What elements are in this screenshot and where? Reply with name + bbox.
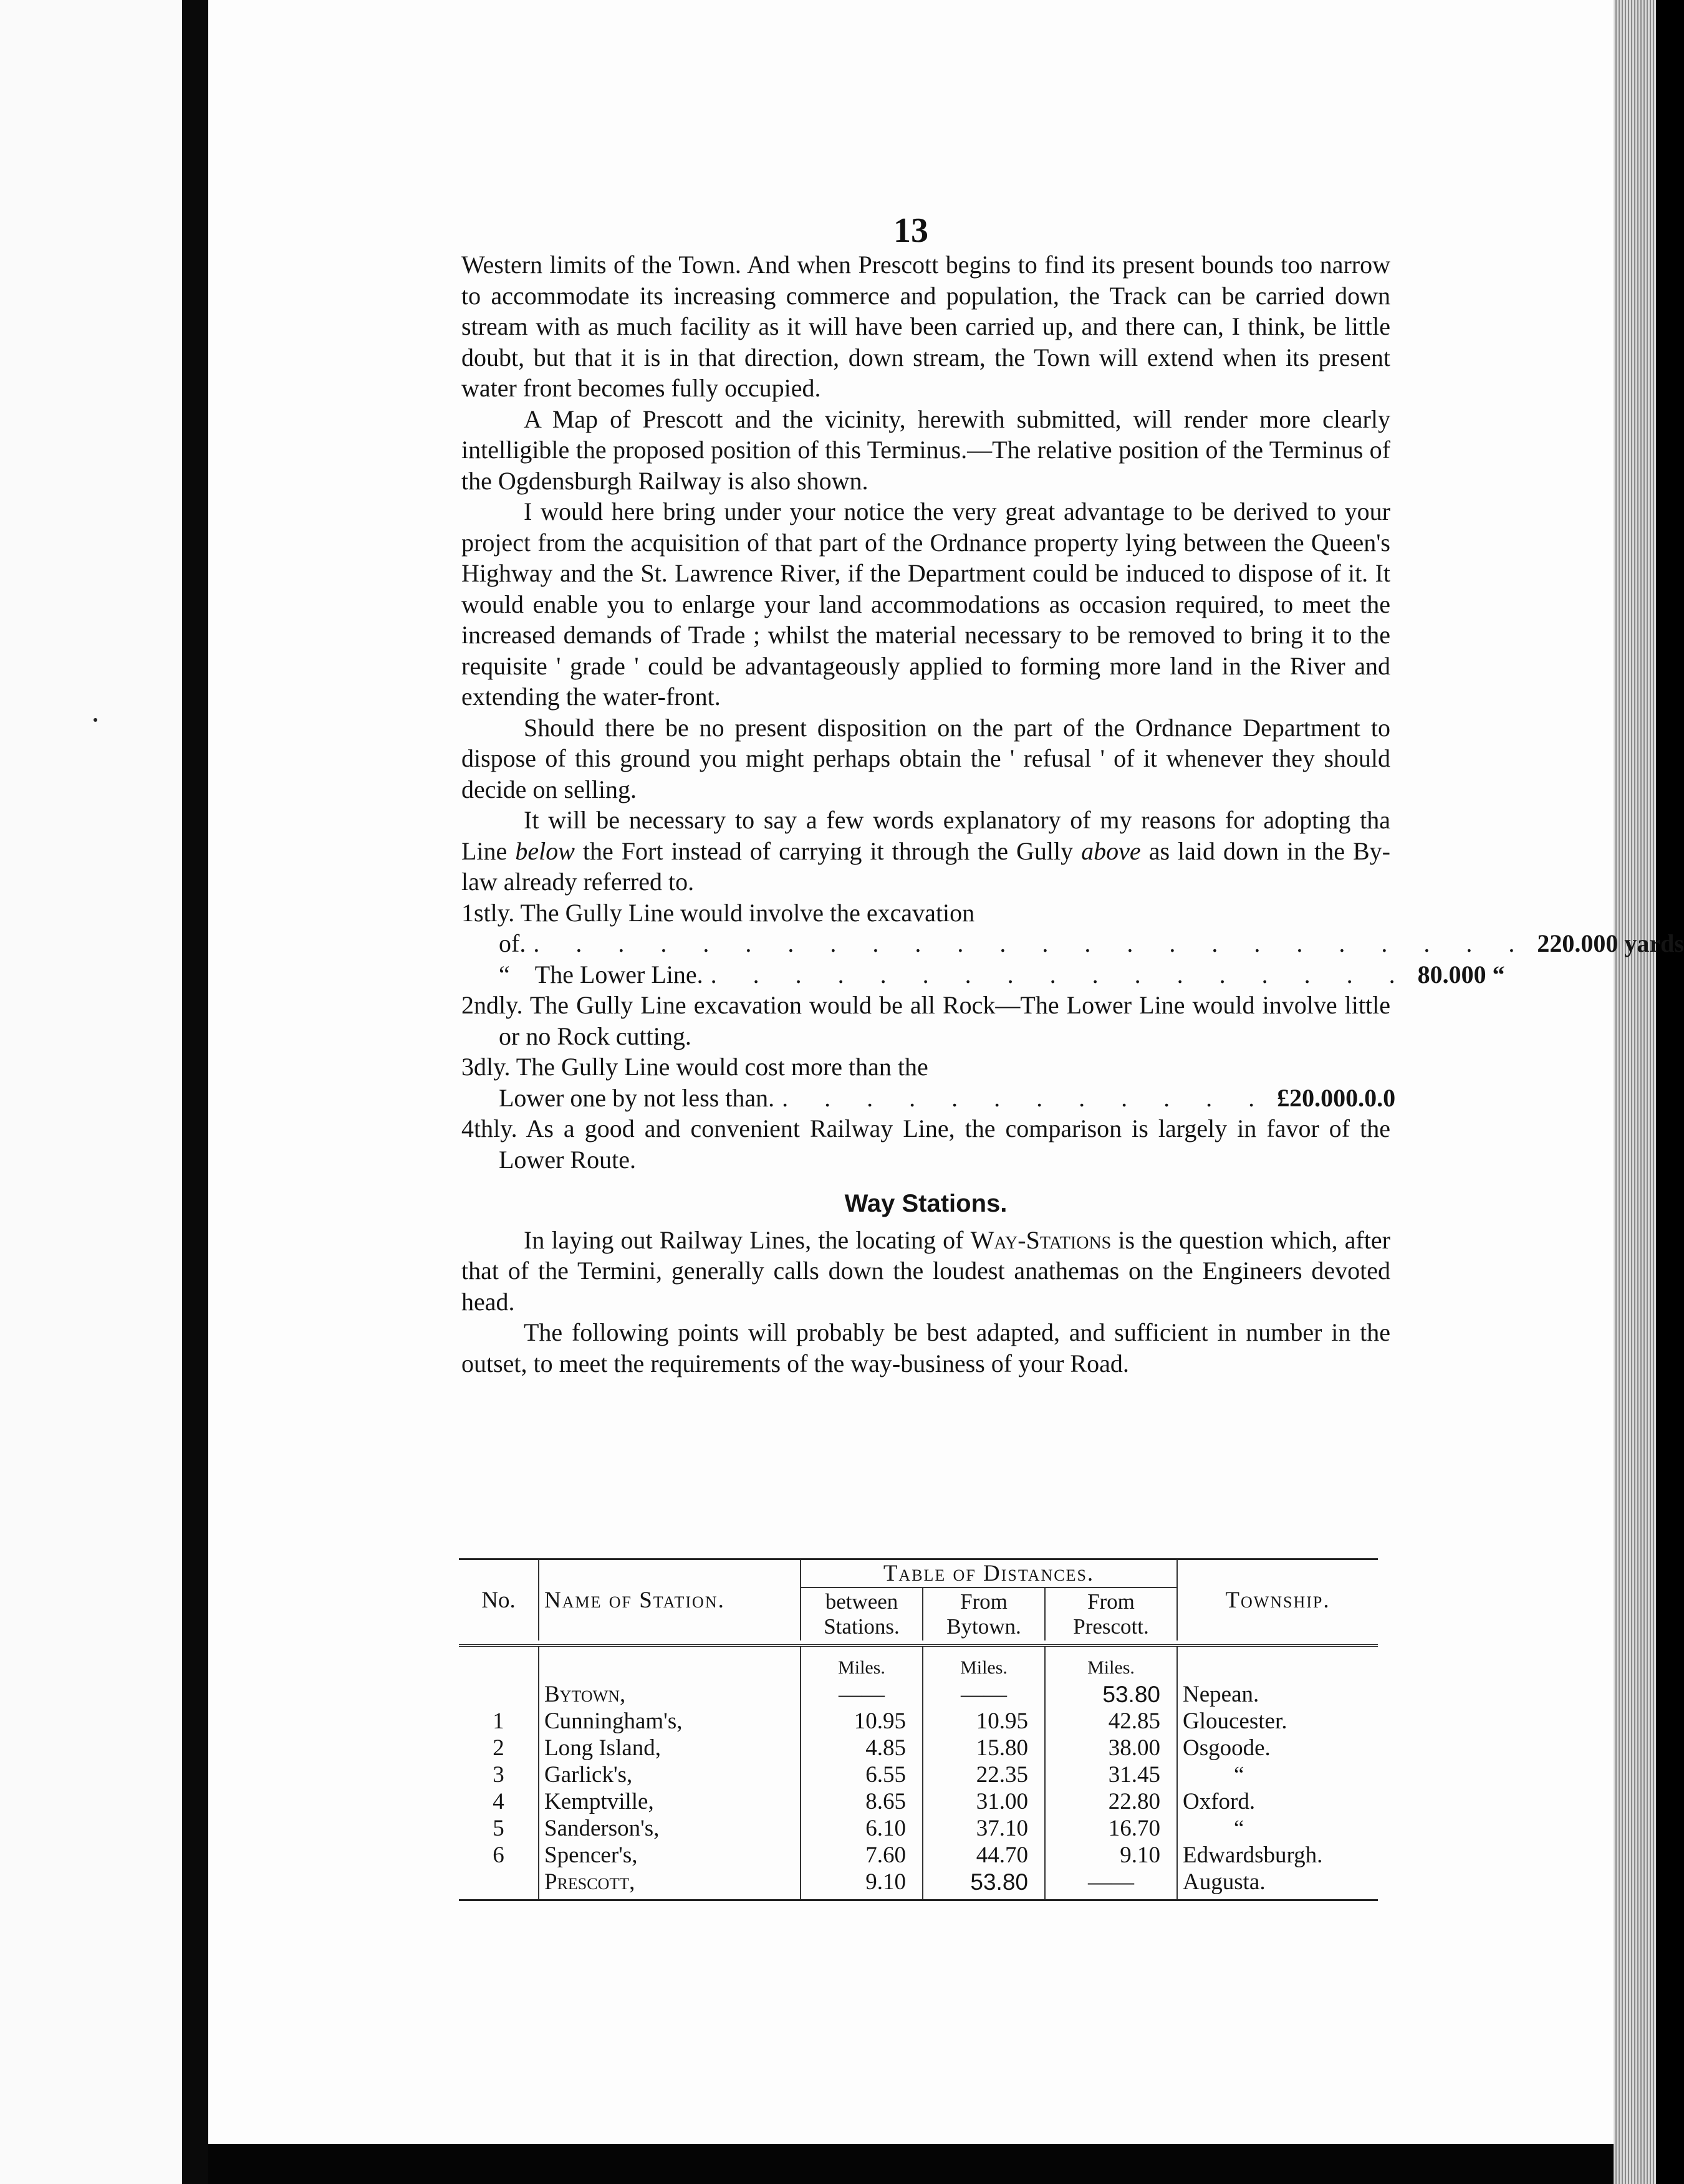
way-stations-paragraph-1: [461, 1225, 1390, 1318]
header-no: No.: [459, 1560, 539, 1640]
distance-between: ——: [801, 1681, 923, 1708]
distance-from-prescott: 22.80: [1045, 1788, 1177, 1815]
header-between: [801, 1588, 923, 1640]
way-stations-term: Way-Stations: [970, 1225, 1112, 1254]
left-page-edge: [0, 0, 182, 2184]
paragraph-4: Should there be no present disposition on the part of the Ordnance Department to dispose of this ground you might perhaps obtain the ' refusal ' of it whenever they should decide on selling.: [461, 713, 1390, 803]
distance-between: 9.10: [801, 1869, 923, 1900]
leader-dots: . . . . . . . . . . . .: [782, 1083, 1270, 1112]
reason-3: 3dly. The Gully Line would cost more than the: [461, 1053, 928, 1081]
township: Augusta.: [1177, 1869, 1378, 1900]
station-name: Kemptville,: [539, 1788, 801, 1815]
header-between-line1: between: [825, 1589, 898, 1614]
station-name: Long Island,: [539, 1735, 801, 1761]
reasons-intro-below: below: [515, 836, 575, 865]
distance-from-bytown: 37.10: [923, 1815, 1045, 1842]
distance-between: 6.55: [801, 1761, 923, 1788]
distance-from-bytown: 53.80: [923, 1869, 1045, 1900]
station-name: Sanderson's,: [539, 1815, 801, 1842]
reason-3-label: Lower one by not less than.: [499, 1083, 775, 1112]
table-row: [459, 1708, 1378, 1735]
distance-from-bytown: 15.80: [923, 1735, 1045, 1761]
reason-4: 4thly. As a good and convenient Railway Line, the comparison is largely in favor of the Lower Route.: [461, 1114, 1390, 1174]
distance-from-bytown: 10.95: [923, 1708, 1045, 1735]
paragraph-3: I would here bring under your notice the very great advantage to be derived to your project from the acquisition of that part of the Ordnance property lying between the Queen's Highway and the St. Lawrence River, if the Department could be induced to dispose of it. It would enable you to enlarge your land accommodations as occasion required, to meet the increased demands of Trade ; whilst the material necessary to be removed to bring it to the requisite ' grade ' could be advantageously applied to forming more land in the River and extending the water-front.: [461, 497, 1390, 711]
reason-1-value: 220.000 yards: [1537, 929, 1684, 957]
table-row: [459, 1869, 1378, 1900]
reason-1-value-row: [461, 928, 1684, 959]
header-from-bytown: [923, 1588, 1045, 1640]
reasons-intro-part: the Fort instead of carrying it through the Gully: [574, 836, 1082, 865]
page-number: 13: [893, 211, 928, 250]
way-stations-heading: Way Stations.: [844, 1190, 1008, 1217]
station-number: 1: [459, 1708, 539, 1735]
header-table-of-distances: Table of Distances.: [801, 1560, 1177, 1588]
distance-between: 10.95: [801, 1708, 923, 1735]
paragraph-1: Western limits of the Town. And when Prescott begins to find its present bounds too narrow to accommodate its increasing commerce and population, the Track can be carried down stream with as much facility as it will have been carried up, and there can, I think, be little doubt, but that it is in that direction, down stream, the Town will extend when its present water front becomes fully occupied.: [461, 251, 1390, 402]
table-row: [459, 1735, 1378, 1761]
reasons-intro: [461, 805, 1390, 898]
distance-from-bytown: 31.00: [923, 1788, 1045, 1815]
ditto-mark: “: [499, 960, 510, 989]
bottom-edge: [208, 2144, 1614, 2184]
lower-line-label: [499, 959, 703, 990]
header-from-prescott-line1: From: [1087, 1589, 1135, 1614]
distance-from-prescott: 38.00: [1045, 1735, 1177, 1761]
table-row: [459, 1788, 1378, 1815]
station-name: Bytown,: [539, 1681, 801, 1708]
way-stations-paragraph-2: The following points will probably be best adapted, and sufficient in number in the outset, to meet the requirements of the way-business of your Road.: [461, 1318, 1390, 1377]
distance-between: 7.60: [801, 1842, 923, 1869]
station-number: 6: [459, 1842, 539, 1869]
township: Nepean.: [1183, 1682, 1259, 1707]
township: Gloucester.: [1183, 1708, 1287, 1734]
units-prescott: Miles.: [1045, 1645, 1177, 1681]
township: Edwardsburgh.: [1183, 1842, 1323, 1868]
station-number: 3: [459, 1761, 539, 1788]
header-from-prescott: [1045, 1588, 1177, 1640]
body-text: [461, 249, 1684, 1379]
reason-3-value-row: [461, 1083, 1396, 1114]
station-number: [459, 1869, 539, 1900]
distance-from-prescott: 53.80: [1045, 1681, 1177, 1708]
distance-from-bytown: 22.35: [923, 1761, 1045, 1788]
units-bytown: Miles.: [923, 1645, 1045, 1681]
distance-between: 4.85: [801, 1735, 923, 1761]
reasons-intro-above: above: [1081, 836, 1141, 865]
distance-between: 6.10: [801, 1815, 923, 1842]
distance-from-prescott: ——: [1045, 1869, 1177, 1900]
units-row: [459, 1645, 1378, 1681]
lower-line-row: [461, 959, 1505, 990]
reason-2: 2ndly. The Gully Line excavation would be all Rock—The Lower Line would involve little or no Rock cutting.: [461, 991, 1390, 1050]
lower-line-value: 80.000 “: [1417, 960, 1505, 989]
header-name: Name of Station.: [539, 1560, 801, 1640]
table-row: [459, 1761, 1378, 1788]
header-from-bytown-line2: Bytown.: [946, 1614, 1021, 1639]
way-stations-text: In laying out Railway Lines, the locating of: [524, 1225, 971, 1254]
station-number: 2: [459, 1735, 539, 1761]
township: “: [1234, 1762, 1244, 1788]
reasons-intro-part: as laid down in the By-law already referred to.: [461, 836, 1390, 896]
distance-from-prescott: 9.10: [1045, 1842, 1177, 1869]
station-name: Prescott,: [539, 1869, 801, 1900]
speck: [94, 718, 97, 722]
header-from-prescott-line2: Prescott.: [1073, 1614, 1149, 1639]
paragraph-2: A Map of Prescott and the vicinity, herewith submitted, will render more clearly intelligible the proposed position of this Terminus.—The relative position of the Terminus of the Ogdensburgh Railway is also shown.: [461, 405, 1390, 495]
right-page-edges: [1614, 0, 1656, 2184]
township: “: [1234, 1816, 1244, 1841]
header-from-bytown-line1: From: [960, 1589, 1008, 1614]
station-number: 4: [459, 1788, 539, 1815]
leader-dots: . . . . . . . . . . . . . . . . .: [710, 960, 1410, 989]
units-between: Miles.: [801, 1645, 923, 1681]
book-gutter: [182, 0, 208, 2184]
station-name: Spencer's,: [539, 1842, 801, 1869]
reason-1: 1stly. The Gully Line would involve the excavation: [461, 898, 975, 927]
way-stations-text: is the question which, after that of the Termini, generally calls down the loudest anathemas on the Engineers devoted head.: [461, 1225, 1391, 1316]
header-between-line2: Stations.: [824, 1614, 900, 1639]
leader-dots: . . . . . . . . . . . . . . . . . . . . . . . .: [533, 929, 1530, 957]
header-township: Township.: [1225, 1588, 1330, 1613]
lower-line-text: The Lower Line.: [534, 960, 703, 989]
reasons-intro-part: It will be necessary to say a few words explanatory of my reasons for adopting tha Line: [461, 806, 1390, 865]
township: Osgoode.: [1183, 1735, 1271, 1761]
table-row: [459, 1815, 1378, 1842]
station-number: [459, 1681, 539, 1708]
station-name: Cunningham's,: [539, 1708, 801, 1735]
station-number: 5: [459, 1815, 539, 1842]
reason-1-of: of.: [499, 929, 526, 957]
table-row: [459, 1681, 1378, 1708]
distance-from-bytown: 44.70: [923, 1842, 1045, 1869]
reason-3-value: £20.000.0.0: [1277, 1083, 1396, 1112]
table-row: [459, 1842, 1378, 1869]
distance-between: 8.65: [801, 1788, 923, 1815]
distance-table: [459, 1558, 1378, 1901]
distance-from-prescott: 42.85: [1045, 1708, 1177, 1735]
township: Oxford.: [1183, 1789, 1256, 1814]
distance-from-prescott: 31.45: [1045, 1761, 1177, 1788]
distance-from-prescott: 16.70: [1045, 1815, 1177, 1842]
distance-from-bytown: ——: [923, 1681, 1045, 1708]
station-name: Garlick's,: [539, 1761, 801, 1788]
